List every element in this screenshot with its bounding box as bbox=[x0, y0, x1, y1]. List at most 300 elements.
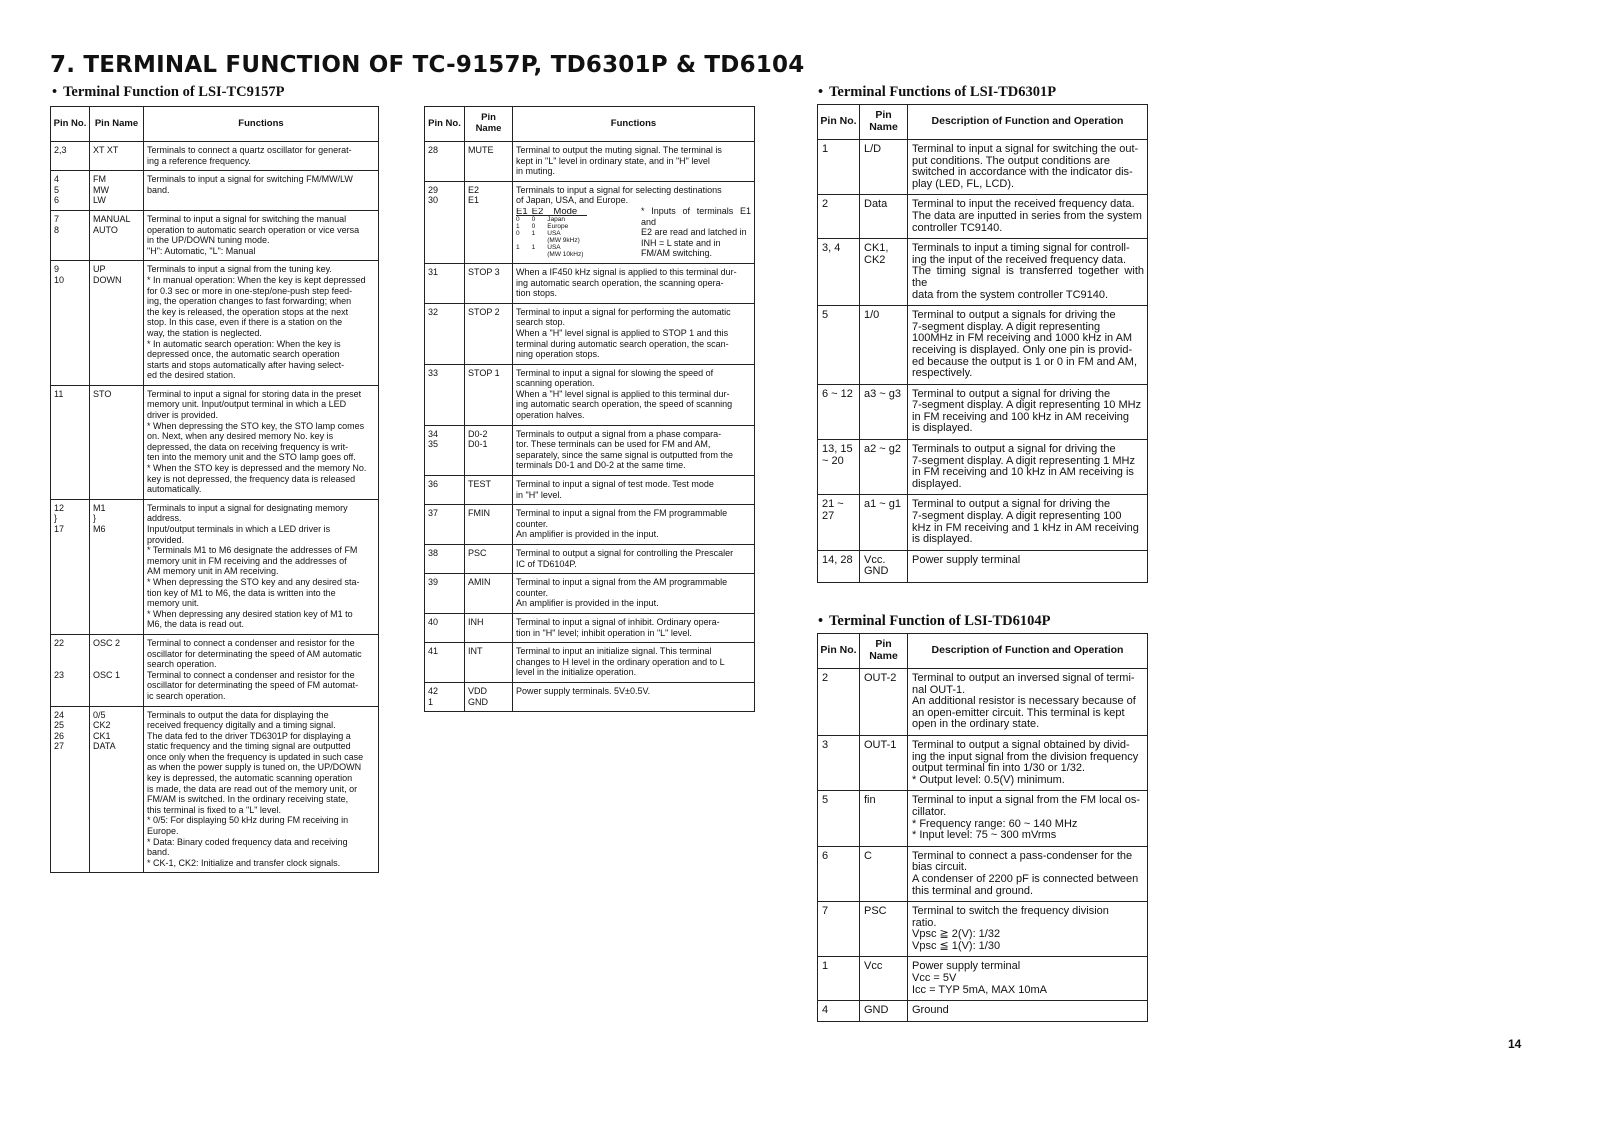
pin-name-cell bbox=[860, 735, 908, 790]
table-row bbox=[818, 957, 1148, 1001]
function-cell bbox=[513, 181, 755, 263]
mode-cell bbox=[547, 244, 587, 258]
cell-line: counter. bbox=[516, 587, 549, 598]
cell-line: play (LED, FL, LCD). bbox=[912, 177, 1015, 190]
pin-name-cell bbox=[90, 634, 144, 706]
cell-line: * Inputs of terminals E1 and bbox=[641, 205, 751, 227]
cell-line: 7-segment display. A digit representing 100 bbox=[912, 510, 1122, 523]
col-header-pin: Pin No. bbox=[425, 107, 465, 142]
pin-name-cell bbox=[860, 902, 908, 957]
cell-line: once only when the frequency is updated in such case bbox=[147, 751, 364, 762]
cell-line: on. Next, when any desired memory No. key is bbox=[147, 431, 334, 442]
cell-line: GND bbox=[864, 1004, 889, 1017]
cell-line: ten into the memory unit and the STO lamp goes off. bbox=[147, 452, 356, 463]
cell-line: Vcc = 5V bbox=[912, 972, 957, 985]
function-cell bbox=[908, 384, 1148, 439]
function-cell bbox=[144, 706, 379, 873]
cell-line: Power supply terminals. 5V±0.5V. bbox=[516, 685, 651, 696]
function-cell bbox=[144, 142, 379, 171]
mode-cell-text: USA bbox=[547, 243, 561, 251]
cell-line: The timing signal is transferred together with the bbox=[912, 265, 1144, 289]
function-cell bbox=[513, 142, 755, 182]
mode-cell bbox=[516, 230, 532, 244]
pin-cell bbox=[425, 476, 465, 505]
mode-cell-text: 0 bbox=[531, 215, 536, 223]
cell-line: Europe. bbox=[147, 826, 179, 837]
col-header-name: Pin Name bbox=[90, 107, 144, 142]
cell-line: Terminals to output the data for displaying the bbox=[147, 709, 329, 720]
col-header-pin: Pin No. bbox=[818, 634, 860, 669]
cell-line: starts and stops automatically after having select- bbox=[147, 359, 345, 370]
mode-cell bbox=[532, 230, 548, 244]
cell-line bbox=[93, 659, 140, 670]
cell-line: * When the STO key is depressed and the memory No. bbox=[147, 463, 367, 474]
cell-line: search operation. bbox=[147, 659, 217, 670]
function-cell bbox=[908, 791, 1148, 846]
cell-line: changes to H level in the ordinary operation and to L bbox=[516, 656, 725, 667]
cell-line: ning operation stops. bbox=[516, 349, 600, 360]
cell-line: E1 bbox=[468, 195, 480, 206]
cell-line: counter. bbox=[516, 518, 549, 529]
cell-line: C bbox=[864, 849, 872, 862]
col-header-pin: Pin No. bbox=[818, 105, 860, 140]
cell-line: MW bbox=[93, 184, 109, 195]
cell-line: tion in "H" level; inhibit operation in "L" level. bbox=[516, 627, 692, 638]
mode-cell bbox=[532, 215, 548, 223]
pin-name-cell bbox=[90, 499, 144, 634]
table-row bbox=[425, 303, 755, 364]
cell-line: PSC bbox=[864, 905, 887, 918]
cell-line: Terminal to input a signal from the FM programmable bbox=[516, 508, 728, 519]
pin-cell bbox=[425, 303, 465, 364]
section-title-td6104p bbox=[818, 613, 1051, 630]
cell-line: 5 bbox=[54, 184, 60, 195]
cell-line: 30 bbox=[428, 195, 439, 206]
cell-line: address. bbox=[147, 513, 182, 524]
cell-line: OSC 2 bbox=[93, 637, 121, 648]
cell-line: CK2 bbox=[93, 720, 111, 731]
cell-line bbox=[93, 649, 140, 660]
function-cell bbox=[908, 735, 1148, 790]
pin-name-cell bbox=[465, 505, 513, 545]
cell-line: is made, the data are read out of the memory unit, or bbox=[147, 783, 358, 794]
table-row bbox=[425, 682, 755, 711]
cell-line: Terminal to switch the frequency division bbox=[912, 905, 1109, 918]
pin-name-cell bbox=[860, 791, 908, 846]
cell-line: ing the input signal from the division frequency bbox=[912, 750, 1139, 763]
cell-line: * In manual operation: When the key is kept depressed bbox=[147, 274, 366, 285]
table-row bbox=[818, 440, 1148, 495]
mode-row bbox=[516, 215, 587, 223]
cell-line: AM memory unit in AM receiving. bbox=[147, 566, 279, 577]
mode-header: E1 bbox=[516, 208, 532, 216]
function-cell bbox=[908, 550, 1148, 582]
table-row bbox=[818, 846, 1148, 901]
cell-line: received frequency digitally and a timing signal. bbox=[147, 720, 336, 731]
function-cell bbox=[513, 263, 755, 303]
cell-line: 5 bbox=[822, 309, 829, 322]
cell-line: Terminals to input a signal for switching FM/MW/LW bbox=[147, 174, 353, 185]
pin-name-cell bbox=[90, 385, 144, 499]
pin-name-cell bbox=[90, 210, 144, 260]
cell-line: in muting. bbox=[516, 166, 556, 177]
cell-line bbox=[54, 649, 86, 660]
cell-line: band. bbox=[147, 847, 170, 858]
cell-line: Power supply terminal bbox=[912, 960, 1021, 973]
cell-line: ing, the operation changes to fast forwarding; when bbox=[147, 296, 352, 307]
cell-line: } bbox=[54, 513, 58, 524]
cell-line: 17 bbox=[54, 524, 65, 534]
cell-line: Terminals to input a signal for selecting destinations bbox=[516, 184, 722, 195]
cell-line: Terminal to input a signal for switching the manual bbox=[147, 213, 347, 224]
cell-line: Terminal to input a signal from the FM local os- bbox=[912, 794, 1141, 807]
pin-name-cell bbox=[465, 545, 513, 574]
cell-line: XT XT bbox=[93, 145, 119, 155]
cell-line: 1 bbox=[822, 960, 829, 973]
cell-line: 34 bbox=[428, 428, 439, 439]
cell-line: 24 bbox=[54, 709, 65, 720]
table-row bbox=[818, 902, 1148, 957]
page-title: 7. TERMINAL FUNCTION OF TC-9157P, TD6301P & TD6104 bbox=[50, 52, 805, 78]
pin-cell bbox=[425, 643, 465, 683]
cell-line: 21 ~ bbox=[822, 498, 844, 511]
cell-line bbox=[54, 659, 86, 670]
mode-header: Mode bbox=[547, 208, 587, 216]
pin-cell bbox=[425, 142, 465, 182]
pin-name-cell bbox=[465, 425, 513, 475]
cell-line: 38 bbox=[428, 548, 439, 558]
cell-line: data from the system controller TC9140. bbox=[912, 288, 1109, 301]
bullet-icon: • bbox=[818, 84, 824, 100]
cell-line: Terminal to connect a condenser and resistor for the bbox=[147, 669, 355, 680]
function-cell bbox=[908, 902, 1148, 957]
cell-line: in the UP/DOWN tuning mode. bbox=[147, 235, 270, 246]
pin-name-cell bbox=[860, 550, 908, 582]
cell-line: 32 bbox=[428, 306, 439, 317]
function-cell bbox=[144, 261, 379, 386]
cell-line: Terminals to input a signal from the tuning key. bbox=[147, 264, 332, 275]
table-row bbox=[818, 669, 1148, 736]
table-row bbox=[425, 545, 755, 574]
cell-line: memory unit. Input/output terminal in which a LED bbox=[147, 399, 347, 410]
mode-cell bbox=[532, 244, 548, 258]
mode-cell bbox=[547, 215, 587, 223]
pin-name-cell bbox=[860, 495, 908, 550]
pin-name-cell bbox=[90, 171, 144, 211]
function-cell bbox=[513, 505, 755, 545]
cell-line: OUT-1 bbox=[864, 738, 897, 751]
pin-cell bbox=[818, 495, 860, 550]
function-cell bbox=[513, 303, 755, 364]
cell-line: 40 bbox=[428, 616, 439, 627]
function-cell bbox=[908, 495, 1148, 550]
table-row bbox=[425, 142, 755, 182]
cell-line: static frequency and the timing signal are outputted bbox=[147, 741, 351, 752]
cell-line: displayed. bbox=[912, 477, 962, 490]
mode-cell-text: 1 bbox=[516, 243, 520, 251]
cell-line: Terminal to input a signal of inhibit. Ordinary opera- bbox=[516, 616, 720, 627]
cell-line: band. bbox=[147, 184, 170, 195]
cell-line: FMIN bbox=[468, 508, 490, 519]
pin-cell bbox=[425, 613, 465, 642]
cell-line: 7-segment display. A digit representing 1 MHz bbox=[912, 454, 1135, 467]
cell-line: An amplifier is provided in the input. bbox=[516, 529, 659, 540]
pin-cell bbox=[51, 171, 90, 211]
col-header-name: Pin Name bbox=[860, 634, 908, 669]
pin-cell bbox=[818, 957, 860, 1001]
cell-line: depressed, the data on receiving frequency is writ- bbox=[147, 441, 349, 452]
cell-line: * Output level: 0.5(V) minimum. bbox=[912, 773, 1065, 786]
pin-cell bbox=[51, 385, 90, 499]
cell-line: The data are inputted in series from the system bbox=[912, 209, 1142, 222]
pin-name-cell bbox=[860, 846, 908, 901]
cell-line: When a "H" level signal is applied to STOP 1 and this bbox=[516, 327, 729, 338]
mode-cell-text: 0 bbox=[516, 229, 520, 237]
cell-line: for 0.3 sec or more in one-step/one-push step feed- bbox=[147, 285, 353, 296]
pin-cell bbox=[425, 181, 465, 263]
cell-line: AUTO bbox=[93, 224, 118, 235]
cell-line: Terminal to input a signal for performing the automatic bbox=[516, 306, 731, 317]
cell-line: operation to automatic search operation or vice versa bbox=[147, 224, 360, 235]
pin-cell bbox=[818, 239, 860, 306]
cell-line: search stop. bbox=[516, 317, 566, 328]
mode-cell bbox=[516, 223, 532, 230]
cell-line: 13, 15 bbox=[822, 443, 853, 456]
cell-line: TEST bbox=[468, 479, 492, 490]
cell-line: 27 bbox=[54, 741, 65, 752]
cell-line: 29 bbox=[428, 184, 439, 195]
function-cell bbox=[513, 425, 755, 475]
table-td6104p bbox=[817, 633, 1148, 1022]
cell-line: Vcc bbox=[864, 960, 883, 973]
cell-line: CK1, bbox=[864, 242, 889, 255]
cell-line: 7-segment display. A digit representing bbox=[912, 320, 1101, 333]
pin-cell bbox=[818, 195, 860, 239]
page-number: 14 bbox=[1508, 1037, 1522, 1051]
cell-line: scanning operation. bbox=[516, 378, 595, 389]
mode-cell-text: USA bbox=[547, 229, 561, 237]
cell-line: ratio. bbox=[912, 916, 937, 929]
cell-line: a3 ~ g3 bbox=[864, 387, 902, 400]
cell-line: The data fed to the driver TD6301P for displaying a bbox=[147, 730, 351, 741]
pin-cell bbox=[818, 846, 860, 901]
cell-line: D0-2 bbox=[468, 428, 488, 439]
cell-line: FM bbox=[93, 174, 106, 185]
pin-name-cell bbox=[465, 643, 513, 683]
mode-row bbox=[516, 244, 587, 258]
cell-line: this terminal and ground. bbox=[912, 884, 1034, 897]
col-header-func: Description of Function and Operation bbox=[908, 105, 1148, 140]
function-cell bbox=[144, 634, 379, 706]
cell-line: D0-1 bbox=[468, 439, 488, 450]
cell-line: key is depressed, the automatic scanning operation bbox=[147, 773, 353, 784]
pin-name-cell bbox=[465, 613, 513, 642]
cell-line: Ground bbox=[912, 1004, 949, 1017]
cell-line: open in the ordinary state. bbox=[912, 718, 1040, 731]
cell-line: Terminals to connect a quartz oscillator for generat- bbox=[147, 145, 352, 155]
function-cell bbox=[908, 306, 1148, 385]
cell-line: M6, the data is read out. bbox=[147, 619, 245, 630]
cell-line: OUT-2 bbox=[864, 672, 897, 684]
cell-line: Terminals to output a signal for driving the bbox=[912, 443, 1116, 456]
cell-line: INH = L state and in bbox=[641, 237, 721, 248]
cell-line: is displayed. bbox=[912, 422, 973, 435]
cell-line: the key is released, the operation stops at the next bbox=[147, 306, 349, 317]
cell-line: an open-emitter circuit. This terminal is kept bbox=[912, 706, 1125, 719]
pin-name-cell bbox=[860, 1001, 908, 1022]
cell-line: * Frequency range: 60 ~ 140 MHz bbox=[912, 817, 1078, 830]
cell-line: 6 ~ 12 bbox=[822, 387, 853, 400]
section-title-text: Terminal Function of LSI-TC9157P bbox=[63, 84, 285, 100]
cell-line: cillator. bbox=[912, 805, 947, 818]
pin-name-cell bbox=[860, 140, 908, 195]
table-row bbox=[425, 476, 755, 505]
bullet-icon: • bbox=[52, 84, 58, 100]
cell-line: ed the desired station. bbox=[147, 370, 236, 381]
pin-cell bbox=[425, 682, 465, 711]
cell-line: bias circuit. bbox=[912, 861, 968, 874]
cell-line: ~ 20 bbox=[822, 454, 844, 467]
mode-cell-text: 1 bbox=[531, 229, 536, 237]
cell-line: 33 bbox=[428, 367, 439, 378]
function-cell bbox=[144, 210, 379, 260]
cell-line: DATA bbox=[93, 741, 116, 752]
cell-line: Terminals to input a signal for designating memory bbox=[147, 502, 348, 513]
table-row bbox=[51, 706, 379, 873]
pin-name-cell bbox=[860, 306, 908, 385]
cell-line: 2 bbox=[822, 672, 829, 684]
cell-line: "H": Automatic, "L": Manual bbox=[147, 245, 256, 256]
cell-line: LW bbox=[93, 195, 106, 206]
cell-line: Vpsc ≦ 1(V): 1/30 bbox=[912, 939, 1001, 952]
cell-line: When a IF450 kHz signal is applied to this terminal dur- bbox=[516, 266, 737, 277]
cell-line: 22 bbox=[54, 637, 65, 648]
cell-line: 3 bbox=[822, 738, 829, 751]
cell-line: automatically. bbox=[147, 484, 202, 495]
cell-line: STOP 2 bbox=[468, 306, 500, 317]
cell-line: Terminal to output an inversed signal of termi- bbox=[912, 672, 1135, 684]
cell-line: M1 bbox=[93, 502, 106, 513]
cell-line: 10 bbox=[54, 274, 65, 285]
mode-row bbox=[516, 223, 587, 230]
cell-line: 14, 28 bbox=[822, 553, 853, 566]
pin-cell bbox=[425, 364, 465, 425]
pin-cell bbox=[51, 210, 90, 260]
cell-line: 5 bbox=[822, 794, 829, 807]
function-cell bbox=[908, 669, 1148, 736]
pin-name-cell bbox=[860, 669, 908, 736]
pin-cell bbox=[818, 791, 860, 846]
col-header-func: Functions bbox=[513, 107, 755, 142]
cell-line: 39 bbox=[428, 577, 439, 588]
cell-line: Terminal to input the received frequency data. bbox=[912, 198, 1135, 211]
section-title-text: Terminal Function of LSI-TD6104P bbox=[829, 613, 1051, 629]
cell-line: ic search operation. bbox=[147, 690, 226, 701]
cell-line: * When depressing the STO key, the STO lamp comes bbox=[147, 420, 365, 431]
table-row bbox=[425, 263, 755, 303]
table-row bbox=[818, 140, 1148, 195]
mode-cell-text: Europe bbox=[547, 222, 569, 230]
cell-line: switched in accordance with the indicator dis- bbox=[912, 166, 1133, 179]
cell-line: oscillator for determinating the speed of AM automatic bbox=[147, 648, 362, 659]
cell-line: 3, 4 bbox=[822, 242, 841, 255]
cell-line: Terminal to output a signal for driving the bbox=[912, 498, 1111, 511]
cell-line: Vpsc ≧ 2(V): 1/32 bbox=[912, 928, 1001, 941]
cell-line: a1 ~ g1 bbox=[864, 498, 902, 511]
cell-line: memory unit. bbox=[147, 598, 200, 609]
pin-name-cell bbox=[860, 195, 908, 239]
cell-line: 1 bbox=[822, 143, 829, 155]
cell-line: depressed once, the automatic search operation bbox=[147, 349, 340, 360]
cell-line: FM/AM switching. bbox=[641, 248, 713, 259]
function-cell bbox=[908, 957, 1148, 1001]
cell-line: 1 bbox=[428, 696, 434, 707]
cell-line: * 0/5: For displaying 50 kHz during FM receiving in bbox=[147, 815, 349, 826]
pin-name-cell bbox=[860, 957, 908, 1001]
cell-line: GND bbox=[468, 696, 488, 707]
cell-line: 27 bbox=[822, 510, 835, 523]
cell-line: 2 bbox=[822, 198, 829, 211]
pin-cell bbox=[425, 425, 465, 475]
cell-line: terminals D0-1 and D0-2 at the same time. bbox=[516, 460, 686, 471]
function-cell bbox=[513, 364, 755, 425]
pin-cell bbox=[51, 142, 90, 171]
cell-line: A condenser of 2200 pF is connected between bbox=[912, 872, 1139, 885]
cell-line: L/D bbox=[864, 143, 882, 155]
function-cell bbox=[908, 440, 1148, 495]
table-row bbox=[425, 574, 755, 614]
pin-name-cell bbox=[860, 440, 908, 495]
pin-cell bbox=[818, 550, 860, 582]
cell-line: this terminal is fixed to a "L" level. bbox=[147, 804, 281, 815]
cell-line: 1/0 bbox=[864, 309, 880, 322]
function-cell bbox=[144, 385, 379, 499]
function-cell bbox=[144, 171, 379, 211]
pin-cell bbox=[51, 706, 90, 873]
table-row bbox=[818, 791, 1148, 846]
function-cell bbox=[908, 846, 1148, 901]
mode-cell-text: 0 bbox=[531, 222, 536, 230]
pin-cell bbox=[818, 735, 860, 790]
cell-line: Terminal to input a signal for switching the out- bbox=[912, 143, 1139, 155]
mode-row bbox=[516, 230, 587, 244]
cell-line: Terminal to input an initialize signal. This terminal bbox=[516, 646, 712, 657]
cell-line: 28 bbox=[428, 145, 439, 155]
function-cell bbox=[144, 499, 379, 634]
note-box bbox=[641, 206, 751, 259]
pin-name-cell bbox=[90, 142, 144, 171]
cell-line: way, the station is neglected. bbox=[147, 327, 262, 338]
table-row bbox=[818, 735, 1148, 790]
bullet-icon: • bbox=[818, 613, 824, 629]
pin-name-cell bbox=[90, 261, 144, 386]
cell-line: 100MHz in FM receiving and 1000 kHz in AM bbox=[912, 332, 1133, 345]
cell-line: Terminal to output the muting signal. The terminal is bbox=[516, 145, 722, 155]
mode-cell-sub: (MW 10kHz) bbox=[547, 250, 584, 258]
cell-line: is displayed. bbox=[912, 533, 973, 546]
cell-line: 0/5 bbox=[93, 709, 106, 720]
cell-line: 7-segment display. A digit representing 10 MHz bbox=[912, 399, 1142, 412]
cell-line: 7 bbox=[54, 213, 60, 224]
cell-line: 8 bbox=[54, 224, 60, 235]
cell-line: a2 ~ g2 bbox=[864, 443, 902, 456]
table-row bbox=[51, 210, 379, 260]
cell-line: 35 bbox=[428, 439, 439, 450]
pin-cell bbox=[51, 634, 90, 706]
pin-cell bbox=[425, 545, 465, 574]
cell-line: kHz in FM receiving and 1 kHz in AM receiving bbox=[912, 521, 1139, 534]
table-row bbox=[425, 613, 755, 642]
